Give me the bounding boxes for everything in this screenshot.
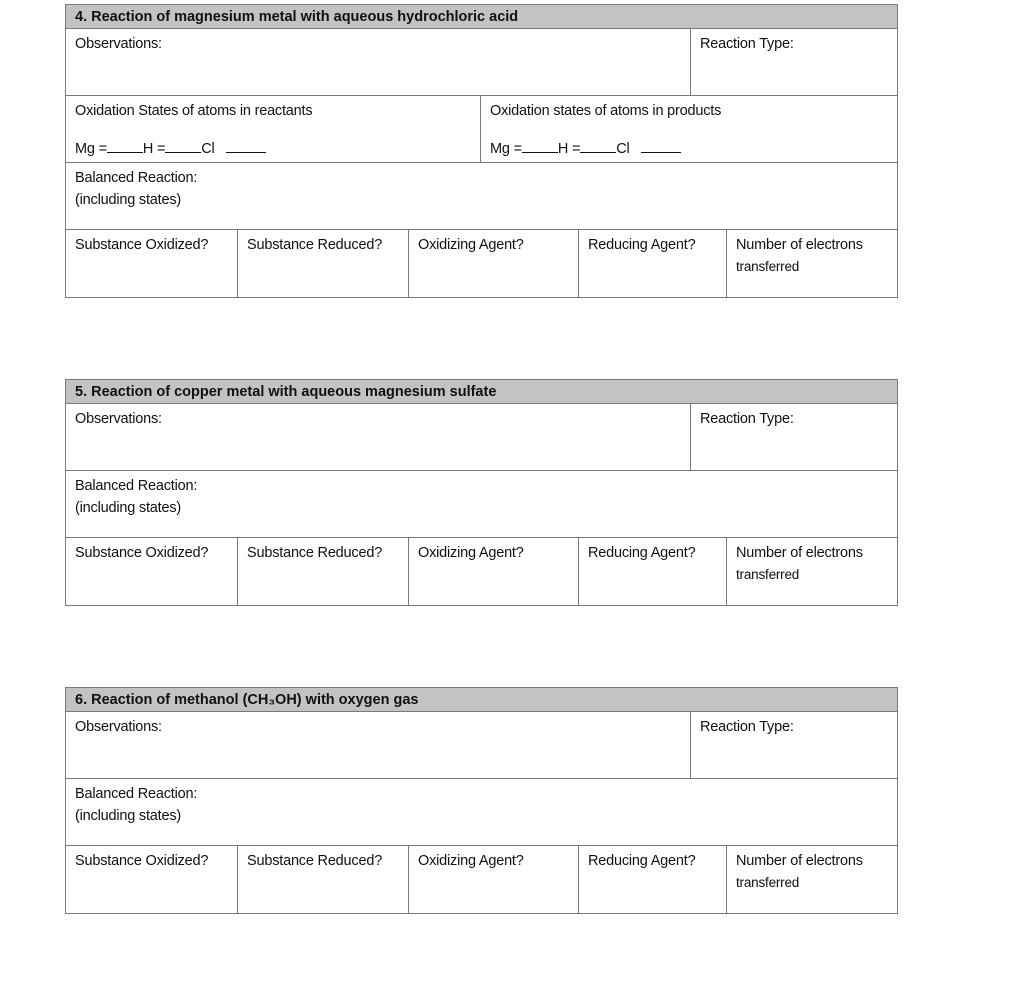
oxidizing-agent-field[interactable]: Oxidizing Agent?: [408, 538, 579, 605]
reaction-section-6: [65, 687, 898, 914]
oxidation-state-blanks: Mg = H = Cl: [490, 138, 681, 160]
balanced-reaction-row: [66, 471, 897, 538]
redox-row: [66, 230, 897, 297]
oxidation-state-blanks: Mg = H = Cl: [75, 138, 266, 160]
balanced-reaction-row: [66, 779, 897, 846]
electrons-transferred-field[interactable]: Number of electrons transferred: [726, 230, 897, 297]
balanced-reaction-field[interactable]: Balanced Reaction: (including states): [75, 786, 198, 824]
reaction-section-5: [65, 379, 898, 606]
oxidation-products-field[interactable]: Oxidation states of atoms in products Mg = H = Cl: [480, 96, 897, 162]
reducing-agent-field[interactable]: Reducing Agent?: [578, 846, 727, 913]
mg-blank[interactable]: [522, 138, 558, 153]
h-blank[interactable]: [580, 138, 616, 153]
section-title: 4. Reaction of magnesium metal with aqueous hydrochloric acid: [66, 5, 897, 29]
redox-row: [66, 846, 897, 913]
substance-reduced-field[interactable]: Substance Reduced?: [237, 538, 409, 605]
substance-reduced-field[interactable]: Substance Reduced?: [237, 846, 409, 913]
cl-blank[interactable]: [641, 138, 681, 153]
substance-oxidized-field[interactable]: Substance Oxidized?: [75, 237, 209, 253]
reaction-type-field[interactable]: Reaction Type:: [690, 712, 897, 778]
electrons-transferred-field[interactable]: Number of electrons transferred: [726, 538, 897, 605]
redox-row: [66, 538, 897, 605]
balanced-reaction-row: [66, 163, 897, 230]
observations-field[interactable]: Observations:: [75, 411, 162, 427]
observations-field[interactable]: Observations:: [75, 36, 162, 52]
balanced-reaction-field[interactable]: Balanced Reaction: (including states): [75, 170, 198, 208]
section-title: 6. Reaction of methanol (CH₃OH) with oxygen gas: [66, 688, 897, 712]
reducing-agent-field[interactable]: Reducing Agent?: [578, 230, 727, 297]
substance-reduced-field[interactable]: Substance Reduced?: [237, 230, 409, 297]
electrons-transferred-field[interactable]: Number of electrons transferred: [726, 846, 897, 913]
oxidation-reactants-field[interactable]: Oxidation States of atoms in reactants Mg = H = Cl: [66, 96, 481, 162]
substance-oxidized-field[interactable]: Substance Oxidized?: [75, 545, 209, 561]
oxidizing-agent-field[interactable]: Oxidizing Agent?: [408, 230, 579, 297]
observations-row: [66, 712, 897, 779]
balanced-reaction-field[interactable]: Balanced Reaction: (including states): [75, 478, 198, 516]
oxidation-states-row: [66, 96, 897, 163]
observations-field[interactable]: Observations:: [75, 719, 162, 735]
substance-oxidized-field[interactable]: Substance Oxidized?: [75, 853, 209, 869]
cl-blank[interactable]: [226, 138, 266, 153]
observations-row: [66, 29, 897, 96]
h-blank[interactable]: [165, 138, 201, 153]
section-title: 5. Reaction of copper metal with aqueous magnesium sulfate: [66, 380, 897, 404]
reaction-type-field[interactable]: Reaction Type:: [690, 404, 897, 470]
reaction-section-4: [65, 4, 898, 298]
mg-blank[interactable]: [107, 138, 143, 153]
observations-row: [66, 404, 897, 471]
reaction-type-field[interactable]: Reaction Type:: [690, 29, 897, 95]
oxidizing-agent-field[interactable]: Oxidizing Agent?: [408, 846, 579, 913]
reducing-agent-field[interactable]: Reducing Agent?: [578, 538, 727, 605]
